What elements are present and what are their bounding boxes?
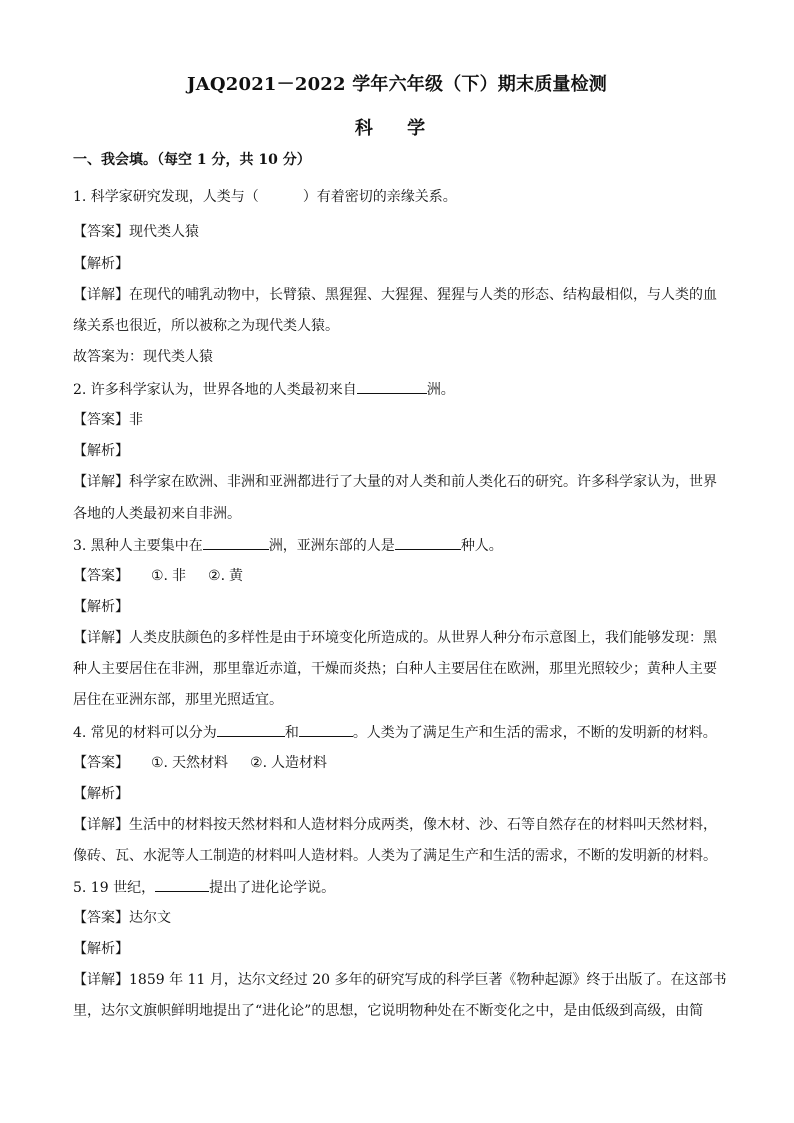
detail-tag: 【详解】: [73, 287, 129, 303]
answer-text: 非: [129, 412, 143, 428]
answer-blank: [155, 877, 209, 892]
answer-tag: 【答案】: [73, 568, 129, 584]
question-1-prefix: 1. 科学家研究发现，人类与（: [73, 189, 259, 205]
answer-row: [73, 753, 723, 773]
answer-marker: ②.: [250, 755, 268, 771]
question-1-suffix: ）有着密切的亲缘关系。: [302, 189, 457, 205]
detail-text: 各地的人类最初来自非洲。: [73, 506, 241, 522]
analysis-tag: 【解析】: [73, 786, 129, 802]
detail-text: 1859 年 11 月，达尔文经过 20 多年的研究写成的科学巨著《物种起源》终于出版了。在这部书: [129, 972, 727, 988]
answer-blank: [357, 379, 427, 394]
question-3-suffix: 种人。: [460, 538, 503, 554]
analysis-tag: 【解析】: [73, 941, 129, 957]
detail-text: 人类皮肤颜色的多样性是由于环境变化所造成的。从世界人种分布示意图上，我们能够发现：黑: [129, 630, 717, 646]
detail-tag: 【详解】: [73, 630, 129, 646]
detail-text: 科学家在欧洲、非洲和亚洲都进行了大量的对人类和前人类化石的研究。许多科学家认为，世界: [129, 474, 717, 490]
answer-marker: ②.: [208, 568, 226, 584]
answer-row: [73, 222, 723, 242]
detail-tag: 【详解】: [73, 817, 129, 833]
answer-text: 黄: [229, 568, 244, 584]
answer-tag: 【答案】: [73, 910, 129, 926]
exam-title: JAQ2021－2022 学年六年级（下）期末质量检测: [186, 74, 608, 95]
detail-text: 种人主要居住在非洲，那里靠近赤道，干燥而炎热；白种人主要居住在欧洲，那里光照较少；黄种人主要: [73, 661, 717, 677]
answer-marker: ①.: [151, 568, 169, 584]
answer-text: 天然材料: [172, 755, 229, 771]
answer-row: [73, 908, 723, 928]
analysis-tag: 【解析】: [73, 599, 129, 615]
detail-text: 像砖、瓦、水泥等人工制造的材料叫人造材料。人类为了满足生产和生活的需求，不断的发明新的材料。: [73, 848, 717, 864]
detail-text: 里，达尔文旗帜鲜明地提出了“进化论”的思想，它说明物种处在不断变化之中，是由低级到高级，由简: [73, 1003, 704, 1019]
detail-tag: 【详解】: [73, 972, 129, 988]
detail-text: 在现代的哺乳动物中，长臂猿、黑猩猩、大猩猩、猩猩与人类的形态、结构最相似，与人类的血: [129, 287, 717, 303]
subject-title: 科 学: [354, 118, 440, 139]
detail-row: [73, 815, 723, 835]
question-5-prefix: 5. 19 世纪，: [73, 880, 156, 896]
question-2-prefix: 2. 许多科学家认为，世界各地的人类最初来自: [73, 382, 357, 398]
answer-marker: ①.: [151, 755, 169, 771]
answer-row: [73, 566, 723, 586]
answer-tag: 【答案】: [73, 412, 129, 428]
answer-blank: [217, 722, 285, 737]
detail-text: 生活中的材料按天然材料和人造材料分成两类，像木材、沙、石等自然存在的材料叫天然材料，: [129, 817, 717, 833]
analysis-tag: 【解析】: [73, 443, 129, 459]
detail-row: [73, 472, 723, 492]
question-3: [73, 535, 723, 556]
question-4-middle: 和: [284, 725, 299, 741]
detail-row: [73, 970, 727, 990]
question-3-middle: 洲，亚洲东部的人是: [268, 538, 395, 554]
answer-blank: [299, 722, 353, 737]
answer-blank: [203, 535, 269, 550]
detail-row: [73, 628, 723, 648]
answer-text: 现代类人猿: [129, 224, 199, 240]
question-4-suffix: 。人类为了满足生产和生活的需求，不断的发明新的材料。: [352, 725, 717, 741]
section-heading: 一、我会填。（每空 1 分，共 10 分）: [73, 152, 311, 168]
detail-row: [73, 285, 723, 305]
detail-tag: 【详解】: [73, 474, 129, 490]
answer-tag: 【答案】: [73, 755, 129, 771]
question-5-suffix: 提出了进化论学说。: [209, 880, 336, 896]
answer-blank: [395, 535, 461, 550]
question-4-prefix: 4. 常见的材料可以分为: [73, 725, 217, 741]
conclusion-text: 故答案为：现代类人猿: [73, 349, 213, 365]
question-5: [73, 877, 723, 898]
answer-row: [73, 410, 723, 430]
detail-text: 缘关系也很近，所以被称之为现代类人猿。: [73, 318, 339, 334]
question-2-suffix: 洲。: [426, 382, 455, 398]
answer-tag: 【答案】: [73, 224, 129, 240]
question-4: [73, 722, 723, 743]
question-3-prefix: 3. 黑种人主要集中在: [73, 538, 203, 554]
answer-text: 人造材料: [271, 755, 328, 771]
analysis-tag: 【解析】: [73, 256, 129, 272]
answer-text: 非: [172, 568, 187, 584]
question-2: [73, 379, 723, 400]
detail-text: 居住在亚洲东部，那里光照适宜。: [73, 692, 283, 708]
answer-text: 达尔文: [129, 910, 171, 926]
question-1: [73, 187, 723, 207]
